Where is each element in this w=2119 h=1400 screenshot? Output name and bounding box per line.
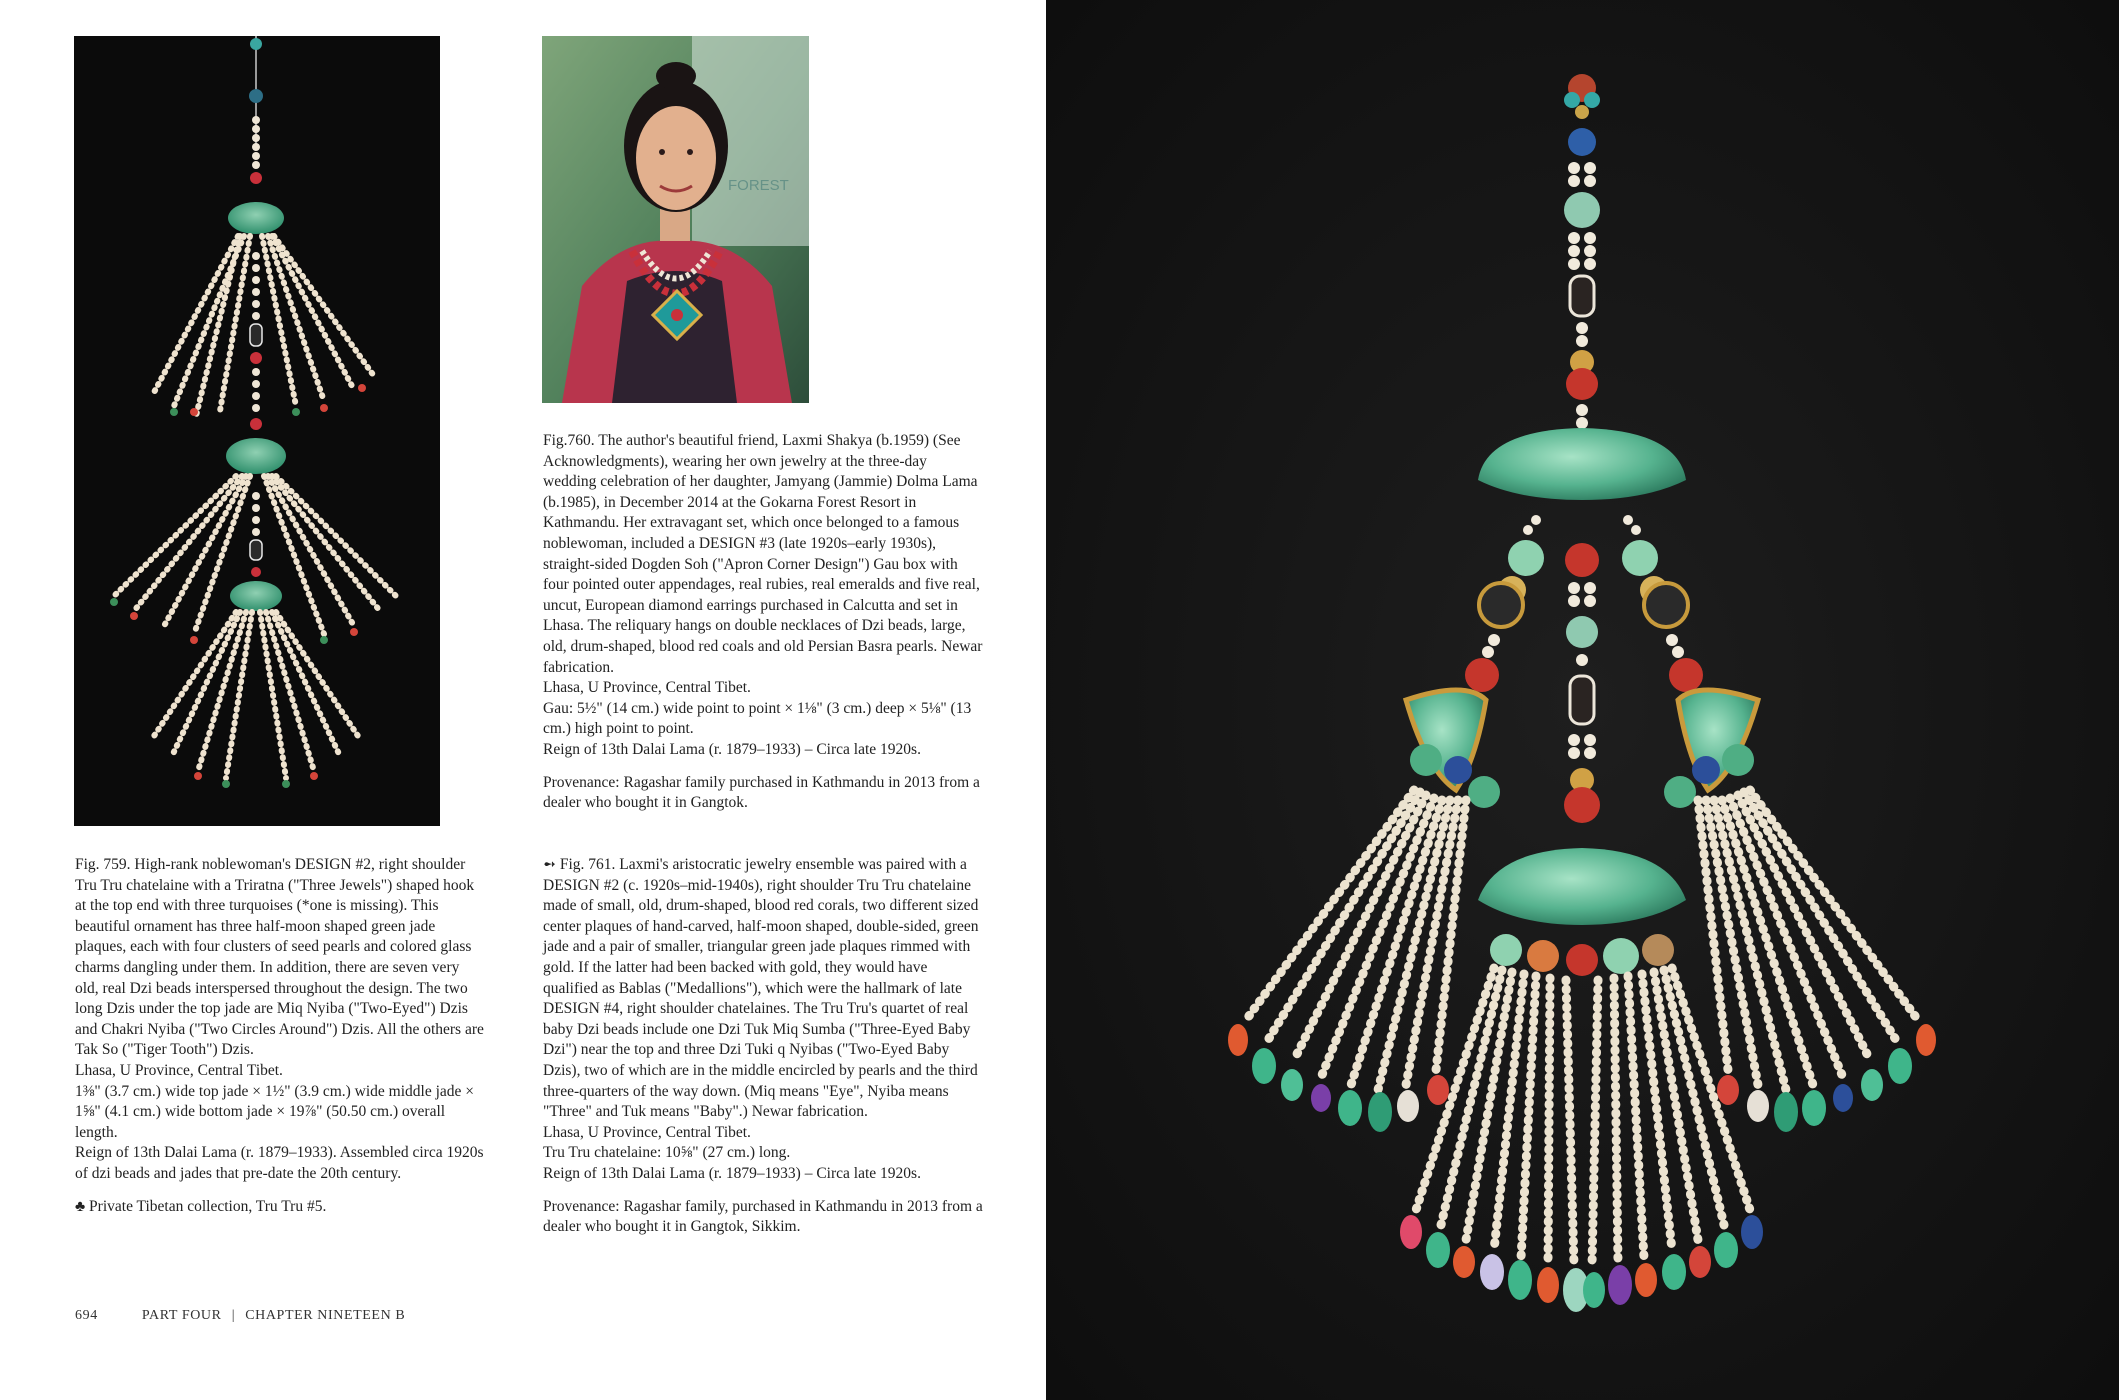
portrait-photo-fig-760 xyxy=(542,36,809,403)
page-footer xyxy=(75,1308,405,1324)
chatelaine-photo-fig-759 xyxy=(74,36,440,826)
caption-fig-759-collection: ♣ Private Tibetan collection, Tru Tru #5. xyxy=(75,1197,327,1215)
right-page-chatelaine-photo-fig-761 xyxy=(1046,0,2119,1400)
tru-tru-chatelaine-illustration xyxy=(1046,0,2119,1400)
caption-fig-759-dimensions: 1⅜" (3.7 cm.) wide top jade × 1½" (3.9 cm.) wide middle jade × 1⅝" (4.1 cm.) wide bottom jade × 19⅞" (50.50 cm.) overall length. xyxy=(75,1082,475,1141)
caption-fig-761-dimensions: Tru Tru chatelaine: 10⅝" (27 cm.) long. xyxy=(543,1144,791,1162)
footer-separator: | xyxy=(231,1308,236,1323)
left-page xyxy=(0,0,1046,1400)
caption-fig-761-reign: Reign of 13th Dalai Lama (r. 1879–1933) – Circa late 1920s. xyxy=(543,1164,921,1182)
caption-fig-760-location: Lhasa, U Province, Central Tibet. xyxy=(543,679,751,697)
caption-fig-760-reign: Reign of 13th Dalai Lama (r. 1879–1933) – Circa late 1920s. xyxy=(543,740,921,758)
caption-fig-760 xyxy=(543,431,983,814)
forest-sign-text: FOREST xyxy=(728,177,789,194)
caption-fig-760-dimensions: Gau: 5½" (14 cm.) wide point to point × 1⅛" (3 cm.) deep × 5⅛" (13 cm.) high point to point. xyxy=(543,699,972,738)
caption-fig-761 xyxy=(543,855,983,1238)
portrait-illustration xyxy=(542,36,809,403)
caption-fig-759-body: Fig. 759. High-rank noblewoman's DESIGN #2, right shoulder Tru Tru chatelaine with a Triratna ("Three Jewels") shaped hook at the top end with three turquoises (*one is missing). This beautiful ornament has three half-moon shaped green jade plaques, each with four clusters of seed pearls and colored glass charms dangling under them. In addition, there are seven very old, real Dzi beads interspersed throughout the design. The two long Dzis under the top jade are Miq Nyiba ("Two-Eyed") Dzis and Chakri Nyiba ("Two Circles Around") Dzis. All the others are Tak So ("Tiger Tooth") Dzis. xyxy=(75,856,484,1059)
caption-fig-759-location: Lhasa, U Province, Central Tibet. xyxy=(75,1061,283,1079)
page-number: 694 xyxy=(75,1308,98,1323)
caption-fig-761-location: Lhasa, U Province, Central Tibet. xyxy=(543,1123,751,1141)
caption-fig-760-body: Fig.760. The author's beautiful friend, Laxmi Shakya (b.1959) (See Acknowledgments), wearing her own jewelry at the three-day wedding celebration of her daughter, Jamyang (Jammie) Dolma Lama (b.1985), in December 2014 at the Gokarna Forest Resort in Kathmandu. Her extravagant set, which once belonged to a famous noblewoman, included a DESIGN #3 (late 1920s–early 1930s), straight-sided Dogden Soh ("Apron Corner Design") Gau box with four pointed outer appendages, real rubies, real emeralds and five real, uncut, European diamond earrings purchased in Calcutta and set in Lhasa. The reliquary hangs on double necklaces of Dzi beads, large, old, drum-shaped, blood red coals and old Persian Basra pearls. Newar fabrication. xyxy=(543,432,983,676)
part-label: PART FOUR xyxy=(141,1308,222,1323)
caption-fig-761-body: ➻ Fig. 761. Laxmi's aristocratic jewelry ensemble was paired with a DESIGN #2 (c. 1920s–mid-1940s), right shoulder Tru Tru chatelaine made of small, old, drum-shaped, blood red corals, two different sized center plaques of hand-carved, half-moon shaped, double-sided, green jade and a pair of smaller, triangular green jade plaques rimmed with gold. If the latter had been backed with gold, they would have qualified as Bablas ("Medallions"), which were the hallmark of late DESIGN #4, right shoulder chatelaines. The Tru Tru's quartet of real baby Dzi beads include one Dzi Tuk Miq Sumba ("Three-Eyed Baby Dzi") near the top and three Dzi Tuki q Nyibas ("Two-Eyed Baby Dzis), two of which are in the middle encircled by pearls and the third three-quarters of the way down. (Miq means "Eye", Nyiba means "Three" and Tuk means "Baby".) Newar fabrication. xyxy=(543,856,979,1121)
caption-fig-761-provenance: Provenance: Ragashar family, purchased in Kathmandu in 2013 from a dealer who bought it in Gangtok, Sikkim. xyxy=(543,1197,983,1236)
caption-fig-759-reign: Reign of 13th Dalai Lama (r. 1879–1933). Assembled circa 1920s of dzi beads and jades that pre-date the 20th century. xyxy=(75,1144,484,1182)
caption-fig-759 xyxy=(75,855,485,1217)
chatelaine-illustration xyxy=(74,36,440,826)
caption-fig-760-provenance: Provenance: Ragashar family purchased in Kathmandu in 2013 from a dealer who bought it in Gangtok. xyxy=(543,773,980,812)
chapter-label: CHAPTER NINETEEN B xyxy=(245,1308,406,1323)
